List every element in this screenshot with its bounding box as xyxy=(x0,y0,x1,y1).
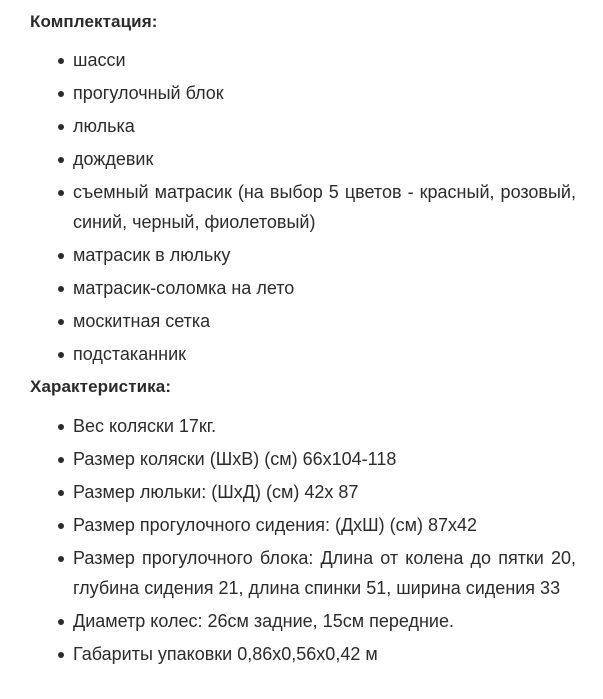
spec-item-seat-block-dimensions xyxy=(30,543,576,603)
specs-heading: Характеристика: xyxy=(30,377,172,396)
spec-item-carrycot-size xyxy=(30,477,576,507)
spec-item-label: Диаметр колес: 26см задние, 15см передние. xyxy=(73,611,454,631)
kit-item-raincover xyxy=(30,144,576,174)
specs-list xyxy=(30,411,576,669)
spec-item-package-dimensions xyxy=(30,639,576,669)
bullet-icon xyxy=(58,652,64,658)
bullet-icon xyxy=(58,352,64,358)
kit-item-label: шасси xyxy=(73,50,126,70)
bullet-icon xyxy=(58,91,64,97)
spec-item-label: Размер коляски (ШхВ) (см) 66х104-118 xyxy=(73,449,397,469)
kit-list xyxy=(30,45,576,369)
kit-section xyxy=(30,9,576,369)
kit-item-label: подстаканник xyxy=(73,344,187,364)
bullet-icon xyxy=(58,556,64,562)
kit-item-label: люлька xyxy=(73,116,135,136)
bullet-icon xyxy=(58,523,64,529)
kit-item-label: прогулочный блок xyxy=(73,83,224,103)
bullet-icon xyxy=(58,58,64,64)
kit-item-label: москитная сетка xyxy=(73,311,211,331)
spec-item-wheel-diameter xyxy=(30,606,576,636)
spec-item-seat-size xyxy=(30,510,576,540)
bullet-icon xyxy=(58,253,64,259)
bullet-icon xyxy=(58,457,64,463)
kit-heading: Комплектация: xyxy=(30,12,158,31)
product-description xyxy=(30,9,576,672)
bullet-icon xyxy=(58,286,64,292)
kit-item-chassis xyxy=(30,45,576,75)
spec-item-label: Размер люльки: (ШхД) (см) 42х 87 xyxy=(73,482,359,502)
bullet-icon xyxy=(58,124,64,130)
kit-item-label: матрасик-соломка на лето xyxy=(73,278,295,298)
kit-item-removable-mattress xyxy=(30,177,576,237)
spec-item-weight xyxy=(30,411,576,441)
bullet-icon xyxy=(58,190,64,196)
kit-item-label: матрасик в люльку xyxy=(73,245,231,265)
specs-section xyxy=(30,374,576,669)
kit-item-label: дождевик xyxy=(73,149,154,169)
spec-item-label: Габариты упаковки 0,86х0,56х0,42 м xyxy=(73,644,378,664)
kit-item-mosquito-net xyxy=(30,306,576,336)
bullet-icon xyxy=(58,619,64,625)
bullet-icon xyxy=(58,319,64,325)
spec-item-label: Размер прогулочного блока: Длина от колена до пятки 20, глубина сидения 21, длина спинки 51, ширина сидения 33 xyxy=(73,548,576,598)
kit-item-carrycot xyxy=(30,111,576,141)
spec-item-label: Вес коляски 17кг. xyxy=(73,416,217,436)
bullet-icon xyxy=(58,157,64,163)
kit-item-label: съемный матрасик (на выбор 5 цветов - красный, розовый, синий, черный, фиолетовый) xyxy=(73,182,576,232)
spec-item-stroller-size xyxy=(30,444,576,474)
bullet-icon xyxy=(58,424,64,430)
bullet-icon xyxy=(58,490,64,496)
kit-item-cup-holder xyxy=(30,339,576,369)
kit-item-stroller-seat xyxy=(30,78,576,108)
spec-item-label: Размер прогулочного сидения: (ДхШ) (см) 87х42 xyxy=(73,515,478,535)
kit-item-summer-mattress xyxy=(30,273,576,303)
kit-item-carrycot-mattress xyxy=(30,240,576,270)
